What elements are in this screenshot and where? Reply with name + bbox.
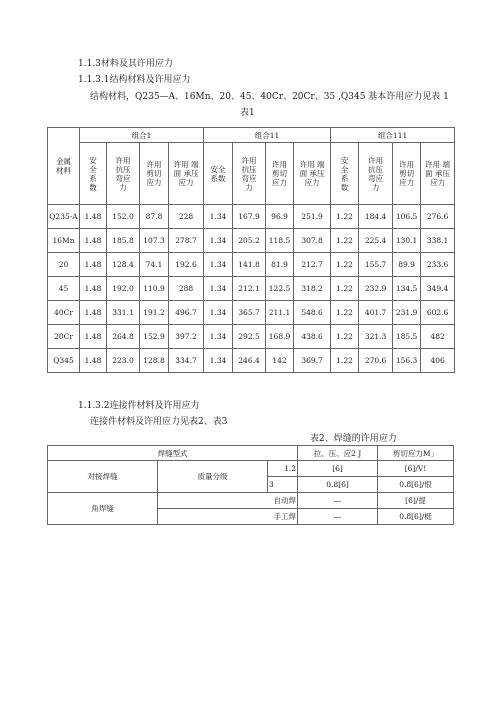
butt-weld-label: 对接焊缝 xyxy=(48,461,158,493)
value-cell: 349.4 xyxy=(421,277,455,301)
material-cell: 40Cr xyxy=(48,301,80,325)
value-cell: 152.9 xyxy=(140,325,169,349)
material-cell: 45 xyxy=(48,277,80,301)
value-cell: 1.34 xyxy=(204,253,233,277)
value-cell: 211.1 xyxy=(266,301,294,325)
value-cell: 228 xyxy=(169,205,204,229)
value-cell: 246.4 xyxy=(233,349,266,373)
table2-header-type: 焊缝型式 xyxy=(48,446,298,461)
value-cell: 307.8 xyxy=(294,229,331,253)
value-cell: 134.5 xyxy=(393,277,421,301)
value-cell: 167.9 xyxy=(233,205,266,229)
value-cell: 1.48 xyxy=(80,349,107,373)
quality-grade-label: 质量分级 xyxy=(158,461,268,493)
value-cell: 223.0 xyxy=(107,349,140,373)
value-cell: 1.22 xyxy=(331,325,359,349)
table1 xyxy=(47,127,455,373)
tension-cell: 0.8[6] xyxy=(298,477,378,493)
fillet-weld-label: 角焊缝 xyxy=(48,493,158,525)
value-cell: 155.7 xyxy=(359,253,393,277)
value-cell: 130.1 xyxy=(393,229,421,253)
value-cell: 1.48 xyxy=(80,205,107,229)
table-row xyxy=(48,229,455,253)
value-cell: 118.5 xyxy=(266,229,294,253)
table2-header-shear: 剪切应力M」 xyxy=(378,446,454,461)
value-cell: 106.5 xyxy=(393,205,421,229)
value-cell: 110.9 xyxy=(140,277,169,301)
value-cell: 1.22 xyxy=(331,349,359,373)
value-cell: 156.3 xyxy=(393,349,421,373)
section-heading-1-1-3-2: 1.1.3.2连接件材料及许用应力 xyxy=(78,401,200,411)
value-cell: 548.6 xyxy=(294,301,331,325)
shear-cell: [6]/V! xyxy=(378,461,454,477)
sub-header-bearing: 许用 端面 承压应力 xyxy=(169,143,204,205)
sub-header-bending: 许用抗压弯应力 xyxy=(233,143,266,205)
value-cell: 1.34 xyxy=(204,301,233,325)
shear-cell: 0.8[6]/恨 xyxy=(378,477,454,493)
value-cell: 128.8 xyxy=(140,349,169,373)
value-cell: 212.7 xyxy=(294,253,331,277)
value-cell: 401.7 xyxy=(359,301,393,325)
value-cell: 321.3 xyxy=(359,325,393,349)
material-cell: Q345 xyxy=(48,349,80,373)
value-cell: 1.34 xyxy=(204,277,233,301)
section-heading-1-1-3-1: 1.1.3.1结构材料及许用应力 xyxy=(78,75,191,85)
value-cell: 278.7 xyxy=(169,229,204,253)
value-cell: 1.48 xyxy=(80,325,107,349)
group-header-3: 组合111 xyxy=(331,128,455,143)
value-cell: 397.2 xyxy=(169,325,204,349)
tension-cell: — xyxy=(298,509,378,525)
value-cell: 1.34 xyxy=(204,205,233,229)
material-cell: 16Mn xyxy=(48,229,80,253)
value-cell: 438.6 xyxy=(294,325,331,349)
value-cell: 1.22 xyxy=(331,253,359,277)
value-cell: 276.6 xyxy=(421,205,455,229)
value-cell: 96.9 xyxy=(266,205,294,229)
group-header-2: 组合11 xyxy=(204,128,331,143)
weld-method-cell: 手工焊 xyxy=(158,509,298,525)
value-cell: 338.1 xyxy=(421,229,455,253)
value-cell: 602.6 xyxy=(421,301,455,325)
value-cell: 232.9 xyxy=(359,277,393,301)
table-row xyxy=(48,253,455,277)
value-cell: 185.5 xyxy=(393,325,421,349)
group-header-1: 组合1 xyxy=(80,128,204,143)
value-cell: 192.6 xyxy=(169,253,204,277)
value-cell: 1.34 xyxy=(204,325,233,349)
table-row xyxy=(48,349,455,373)
value-cell: 184.4 xyxy=(359,205,393,229)
grade-cell: 3 xyxy=(268,477,298,493)
value-cell: 152.0 xyxy=(107,205,140,229)
value-cell: 142 xyxy=(266,349,294,373)
value-cell: 233.6 xyxy=(421,253,455,277)
sub-header-bending: 许用抗压弯应力 xyxy=(107,143,140,205)
value-cell: 496.7 xyxy=(169,301,204,325)
tension-cell: [6] xyxy=(298,461,378,477)
value-cell: 1.48 xyxy=(80,277,107,301)
table2 xyxy=(47,445,454,525)
value-cell: 81.9 xyxy=(266,253,294,277)
sub-header-safety: 安全系数 xyxy=(204,143,233,205)
value-cell: 334.7 xyxy=(169,349,204,373)
value-cell: 128.4 xyxy=(107,253,140,277)
sub-header-bearing: 许用 端面 承压应力 xyxy=(421,143,455,205)
value-cell: 270.6 xyxy=(359,349,393,373)
weld-method-cell: 自动焊 xyxy=(158,493,298,509)
value-cell: 292.5 xyxy=(233,325,266,349)
value-cell: 1.34 xyxy=(204,349,233,373)
value-cell: 1.48 xyxy=(80,229,107,253)
table2-caption: 表2、焊缝的许用应力 xyxy=(310,434,397,444)
value-cell: 264.8 xyxy=(107,325,140,349)
tension-cell: — xyxy=(298,493,378,509)
table-row xyxy=(48,325,455,349)
table-row xyxy=(48,301,455,325)
value-cell: 192.0 xyxy=(107,277,140,301)
value-cell: 89.9 xyxy=(393,253,421,277)
value-cell: 1.22 xyxy=(331,277,359,301)
intro-paragraph: 结构材料，Q235—A、16Mn、20、45、40Cr、20Cr、35 ,Q345 基本许用应力见表 1 xyxy=(90,92,449,102)
material-cell: Q235-A xyxy=(48,205,80,229)
value-cell: 74.1 xyxy=(140,253,169,277)
sub-header-shear: 许用剪切应力 xyxy=(140,143,169,205)
value-cell: 185.8 xyxy=(107,229,140,253)
value-cell: 231.9 xyxy=(393,301,421,325)
shear-cell: [6]/提 xyxy=(378,493,454,509)
value-cell: 251.9 xyxy=(294,205,331,229)
value-cell: 369.7 xyxy=(294,349,331,373)
value-cell: 1.22 xyxy=(331,205,359,229)
value-cell: 1.22 xyxy=(331,229,359,253)
value-cell: 1.34 xyxy=(204,229,233,253)
value-cell: 1.48 xyxy=(80,253,107,277)
value-cell: 331.1 xyxy=(107,301,140,325)
value-cell: 288 xyxy=(169,277,204,301)
sub-header-shear: 许用剪切应力 xyxy=(266,143,294,205)
value-cell: 191.2 xyxy=(140,301,169,325)
sub-header-bearing: 许用 端面 承压应力 xyxy=(294,143,331,205)
table-row xyxy=(48,277,455,301)
grade-cell: 1.2 xyxy=(268,461,298,477)
value-cell: 1.48 xyxy=(80,301,107,325)
section2-intro: 连接件材料及许用应力见表2、表3 xyxy=(90,417,228,427)
value-cell: 1.22 xyxy=(331,301,359,325)
value-cell: 212.1 xyxy=(233,277,266,301)
table-row xyxy=(48,205,455,229)
value-cell: 107.3 xyxy=(140,229,169,253)
value-cell: 482 xyxy=(421,325,455,349)
col-material-header: 金属材料 xyxy=(48,128,80,205)
value-cell: 168.9 xyxy=(266,325,294,349)
value-cell: 318.2 xyxy=(294,277,331,301)
section-heading-1-1-3: 1.1.3材料及其许用应力 xyxy=(78,59,173,69)
sub-header-safety: 安全系数 xyxy=(80,143,107,205)
value-cell: 205.2 xyxy=(233,229,266,253)
value-cell: 406 xyxy=(421,349,455,373)
material-cell: 20 xyxy=(48,253,80,277)
material-cell: 20Cr xyxy=(48,325,80,349)
sub-header-safety: 安全系数 xyxy=(331,143,359,205)
value-cell: 141.8 xyxy=(233,253,266,277)
sub-header-bending: 许用抗压弯应力 xyxy=(359,143,393,205)
sub-header-shear: 许用剪切应力 xyxy=(393,143,421,205)
table2-header-tension: 拉、压、应2 J xyxy=(298,446,378,461)
value-cell: 365.7 xyxy=(233,301,266,325)
value-cell: 122.5 xyxy=(266,277,294,301)
value-cell: 225.4 xyxy=(359,229,393,253)
table1-caption: 表1 xyxy=(240,108,255,118)
shear-cell: 0.8[6]/梃 xyxy=(378,509,454,525)
value-cell: 87.8 xyxy=(140,205,169,229)
